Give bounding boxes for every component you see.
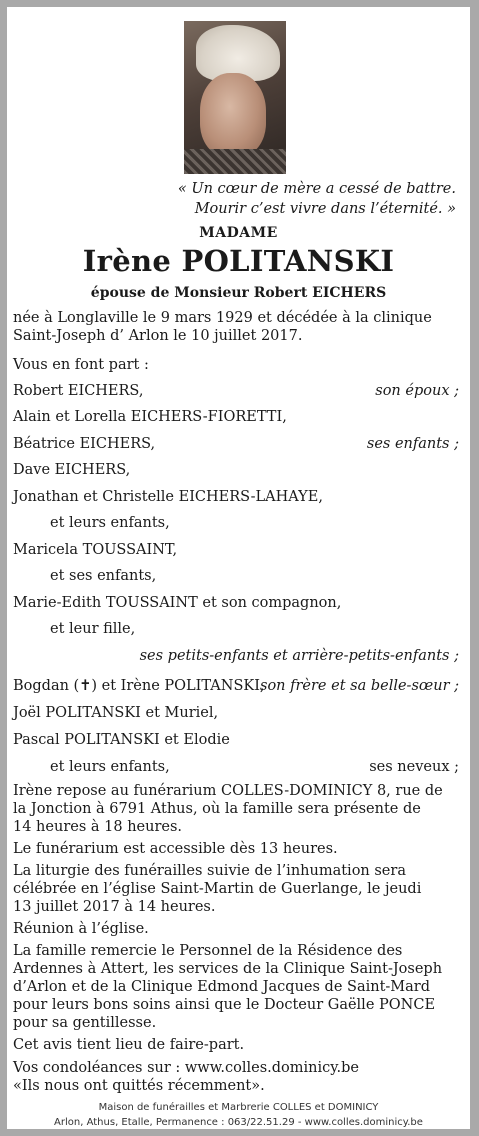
body-line: La famille remercie le Personnel de la Résidence des: [13, 943, 403, 959]
obituary-card: [7, 7, 470, 1129]
relative-member: Bogdan (✝) et Irène POLITANSKI,: [13, 678, 265, 694]
quote-line-1: « Un cœur de mère a cessé de battre.: [177, 181, 456, 197]
relative-member: Joël POLITANSKI et Muriel,: [13, 705, 219, 721]
family-row: [13, 435, 459, 454]
family-row: [50, 514, 459, 533]
body-line: célébrée en l’église Saint-Martin de Guerlange, le jeudi: [13, 881, 422, 897]
family-member: Marie-Edith TOUSSAINT et son compagnon,: [13, 595, 342, 611]
family-row: [13, 382, 459, 401]
body-line: Irène repose au funérarium COLLES-DOMINICY 8, rue de: [13, 783, 443, 799]
footer-line-1: Maison de funérailles et Marbrerie COLLES et DOMINICY: [98, 1102, 379, 1113]
relative-row: [13, 704, 459, 723]
deceased-name: Irène POLITANSKI: [82, 244, 395, 278]
family-member: et ses enfants,: [50, 568, 157, 584]
body-line: la Jonction à 6791 Athus, où la famille sera présente de: [13, 801, 421, 817]
family-member: Alain et Lorella EICHERS-FIORETTI,: [13, 409, 287, 425]
portrait-coat: [184, 149, 286, 174]
body-line: Ardennes à Attert, les services de la Clinique Saint-Joseph: [13, 961, 443, 977]
family-member: Dave EICHERS,: [13, 462, 131, 478]
relative-row: [13, 677, 459, 696]
relative-member: et leurs enfants,: [50, 759, 170, 775]
body-line: 14 heures à 18 heures.: [13, 819, 183, 835]
family-row: [13, 541, 459, 560]
quote: [178, 179, 456, 219]
relative-role: ses neveux ;: [369, 759, 459, 775]
family-member: Jonathan et Christelle EICHERS-LAHAYE,: [13, 489, 323, 505]
relative-role: son frère et sa belle-sœur ;: [260, 678, 459, 694]
body-line: d’Arlon et de la Clinique Edmond Jacques de Saint-Mard: [13, 979, 431, 995]
family-role: son époux ;: [375, 383, 459, 399]
family-role: ses enfants ;: [366, 436, 459, 452]
family-row: [50, 567, 459, 586]
family-member: Robert EICHERS,: [13, 383, 144, 399]
spouse-line: épouse de Monsieur Robert EICHERS: [90, 285, 387, 301]
body-line: Cet avis tient lieu de faire-part.: [13, 1037, 245, 1053]
family-member: et leur fille,: [50, 621, 136, 637]
body-line: La liturgie des funérailles suivie de l’inhumation sera: [13, 863, 406, 879]
birth-line-2: Saint-Joseph d’ Arlon le 10 juillet 2017.: [13, 328, 303, 344]
portrait-face: [200, 73, 266, 157]
family-member: Maricela TOUSSAINT,: [13, 542, 178, 558]
relative-row: [13, 731, 459, 750]
grandchildren-role: ses petits-enfants et arrière-petits-enfants ;: [139, 648, 459, 664]
relative-member: Pascal POLITANSKI et Elodie: [13, 732, 230, 748]
body-line: Le funérarium est accessible dès 13 heures.: [13, 841, 338, 857]
family-row: [13, 488, 459, 507]
body-line: «Ils nous ont quittés récemment».: [13, 1078, 265, 1094]
portrait-photo: [184, 21, 286, 174]
family-row: [13, 594, 459, 613]
family-row: [50, 620, 459, 639]
title: MADAME: [199, 225, 278, 241]
relative-row: [50, 758, 459, 777]
footer-line-2: Arlon, Athus, Etalle, Permanence : 063/22.51.29 - www.colles.dominicy.be: [54, 1117, 423, 1128]
body-line: pour sa gentillesse.: [13, 1015, 157, 1031]
body-line: 13 juillet 2017 à 14 heures.: [13, 899, 216, 915]
family-member: Béatrice EICHERS,: [13, 436, 156, 452]
body-line: pour leurs bons soins ainsi que le Docteur Gaëlle PONCE: [13, 997, 436, 1013]
funeral-home-footer: [7, 1100, 470, 1130]
condolences-line: Vos condoléances sur : www.colles.dominicy.be: [13, 1060, 360, 1076]
family-row: [13, 461, 459, 480]
announce-line: Vous en font part :: [13, 357, 149, 373]
body-line: Réunion à l’église.: [13, 921, 149, 937]
family-member: et leurs enfants,: [50, 515, 170, 531]
birth-line-1: née à Longlaville le 9 mars 1929 et décédée à la clinique: [13, 310, 432, 326]
quote-line-2: Mourir c’est vivre dans l’éternité. »: [194, 201, 456, 217]
family-row: [13, 408, 459, 427]
